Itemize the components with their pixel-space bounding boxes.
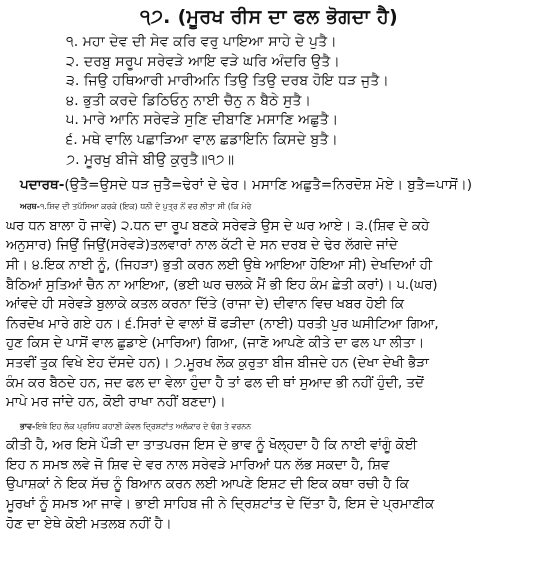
meaning-line: ਮਾਪੇ ਮਰ ਜਾਂਦੇ ਹਨ, ਕੋਈ ਰਾਖਾ ਨਹੀਂ ਬਣਦਾ)। — [6, 395, 226, 411]
verse-line: ੩. ਜਿਉ ਹਥਿਆਰੀ ਮਾਰੀਅਨਿ ਤਿਉ ਤਿਉ ਦਰਬ ਹੋਇ ਧੜ ਜੁਤੈ। — [66, 73, 389, 90]
section-title: ੧੭. (ਮੂਰਖ ਰੀਸ ਦਾ ਫਲ ਭੋਗਦਾ ਹੈ) — [139, 6, 399, 28]
verse-line: ੬. ਮਥੇ ਵਾਲਿ ਪਛਾੜਿਆ ਵਾਲ ਛਡਾਇਨਿ ਕਿਸਦੇ ਬੁਤੈ। — [66, 131, 338, 148]
word-meanings-label: ਪਦਾਰਥ- — [20, 177, 65, 194]
bhav-paragraph — [6, 417, 532, 535]
bhav-line: ਕੀਤੀ ਹੈ, ਅਰ ਇਸੇ ਪੌੜੀ ਦਾ ਤਾਤਪਰਜ ਇਸ ਦੇ ਭਾਵ ਨੂੰ ਖੋਲ੍ਹਦਾ ਹੈ ਕਿ ਨਾਈ ਵਾਂਗੂੰ ਕੋਈ — [6, 438, 417, 454]
verse-block — [66, 33, 532, 170]
meaning-line: ਹੁਣ ਕਿਸ ਦੇ ਪਾਸੋਂ ਵਾਲ ਛੁਡਾਏ (ਮਾਰਿਆ) ਗਿਆ, (ਜਾਣੋ ਆਪਣੇ ਕੀਤੇ ਦਾ ਫਲ ਪਾ ਲੀਤਾ। — [6, 336, 425, 352]
meaning-line: ਅਰਥ-੧.ਸ਼ਿਵ ਦੀ ਤਪੱਸਿਆ ਕਰਕੇ (ਇਕ) ਧਨੀ ਦੇ ਪੁਤ੍ਰ ਨੇਂ ਵਰ ਲੀਤਾ ਸੀ (ਕਿ ਮੇਰੇ — [20, 202, 252, 212]
meaning-line: ਸਤਵੀਂ ਤੁਕ ਵਿਖੇ ਏਹ ਦੱਸਦੇ ਹਨ)। ੭.ਮੂਰਖ ਲੋਕ ਕੁਰੁਤਾ ਬੀਜ ਬੀਜਦੇ ਹਨ (ਦੇਖਾ ਦੇਖੀ ਭੈੜਾ — [6, 355, 429, 371]
bhav-line: ਇਹ ਨ ਸਮਝ ਲਵੇ ਜੋ ਸ਼ਿਵ ਦੇ ਵਰ ਨਾਲ ਸਰੇਵੜੇ ਮਾਰਿਆਂ ਧਨ ਲੱਭ ਸਕਦਾ ਹੈ, ਸ਼ਿਵ — [6, 457, 390, 473]
meaning-line: ਬੈਠਿਆਂ ਸੁਤਿਆਂ ਚੈਨ ਨਾ ਆਇਆ, (ਭਈ ਘਰ ਚਲਕੇ ਮੈਂ ਭੀ ਇਹ ਕੰਮ ਛੇਤੀ ਕਰਾਂ)। ੫.(ਘਰ) — [6, 277, 438, 293]
word-meanings-text: (ਉਤੈ=ਉਸਦੇ ਧੜ ਜੁਤੈ=ਢੇਰਾਂ ਦੇ ਢੇਰ। ਮਸਾਣਿ ਅਛੁਤੈ=ਨਿਰਦੋਸ਼ ਮੋਏ। ਬੁਤੈ=ਪਾਸੋਂ।) — [64, 177, 473, 194]
verse-line: ੫. ਮਾਰੇ ਆਨਿ ਸਰੇਵੜੇ ਸੁਣਿ ਦੀਬਾਣਿ ਮਸਾਣਿ ਅਛੁਤੈ। — [66, 112, 339, 129]
verse-line: ੧. ਮਹਾ ਦੇਵ ਦੀ ਸੇਵ ਕਰਿ ਵਰੁ ਪਾਇਆ ਸਾਹੇ ਦੇ ਪੁਤੈ। — [66, 34, 337, 50]
meaning-line: ਘਰ ਧਨ ਬਾਲਾ ਹੋ ਜਾਵੇ) ੨.ਧਨ ਦਾ ਰੂਪ ਬਣਕੇ ਸਰੇਵੜੇ ਉਸ ਦੇ ਘਰ ਆਏ। ੩.(ਸ਼ਿਵ ਦੇ ਕਹੇ — [6, 218, 430, 234]
meaning-label: ਅਰਥ- — [20, 202, 40, 212]
meaning-line: ਸੀ। ੪.ਇਕ ਨਾਈ ਨੂੰ, (ਜਿਹੜਾ) ਭੁਤੀ ਕਰਨ ਲਈ ਉਥੇ ਆਇਆ ਹੋਇਆ ਸੀ) ਦੇਖਦਿਆਂ ਹੀ — [6, 257, 432, 273]
meaning-line: ਕੰਮ ਕਰ ਬੈਠਦੇ ਹਨ, ਜਦ ਫਲ ਦਾ ਵੇਲਾ ਹੁੰਦਾ ਹੈ ਤਾਂ ਫਲ ਦੀ ਥਾਂ ਸੁਆਦ ਭੀ ਨਹੀਂ ਹੁੰਦੀ, ਤਦੋਂ — [6, 375, 424, 391]
meaning-line: ਅਨੁਸਾਰ) ਜਿਉਂ ਜਿਉਂ(ਸਰੇਵੜੇ)ਤਲਵਾਰਾਂ ਨਾਲ ਕੱਟੀ ਦੇ ਸਨ ਦਰਬ ਦੇ ਢੇਰ ਲੱਗਦੇ ਜਾਂਦੇ — [6, 238, 398, 254]
bhav-line: ਹੋਣ ਦਾ ਏਥੇ ਕੋਈ ਮਤਲਬ ਨਹੀਂ ਹੈ। — [6, 516, 172, 532]
bhav-line: ਭਾਵ-ਇਥੇ ਇਹ ਲੋਕ ਪ੍ਰਸਿਧ ਕਹਾਣੀ ਕੇਵਲ ਦ੍ਰਿਸ਼ਟਾਂਤ ਅਲੰਕਾਰ ਦੇ ਢੰਗ ਤੇ ਵਰਨਨ — [20, 421, 252, 431]
word-meanings — [20, 175, 532, 195]
bhav-line: ਉਪਾਸ਼ਕਾਂ ਨੇ ਇਕ ਸੱਚ ਨੂੰ ਬਿਆਨ ਕਰਨ ਲਈ ਆਪਣੇ ਇਸ਼ਟ ਦੀ ਇਕ ਕਥਾ ਰਚੀ ਹੈ ਕਿ — [6, 477, 409, 493]
verse-line: ੭. ਮੂਰਖੁ ਬੀਜੇ ਬੀਉ ਕੁਰੁਤੈ॥੧੭॥ — [66, 151, 235, 168]
bhav-line: ਮੂਰਖਾਂ ਨੂੰ ਸਮਝ ਆ ਜਾਵੇ। ਭਾਈ ਸਾਹਿਬ ਜੀ ਨੇ ਦ੍ਰਿਸ਼ਟਾਂਤ ਦੇ ਦਿੱਤਾ ਹੈ, ਇਸ ਦੇ ਪ੍ਰਮਾਣੀਕ — [6, 497, 435, 513]
meaning-paragraph — [6, 197, 532, 413]
meaning-line: ਆਂਵਦੇ ਹੀ ਸਰੇਵੜੇ ਬੁਲਾਕੇ ਕਤਲ ਕਰਨਾ ਦਿੱਤੇ (ਰਾਜਾ ਦੇ) ਦੀਵਾਨ ਵਿਚ ਖਬਰ ਹੋਈ ਕਿ — [6, 297, 404, 313]
verse-line: ੪. ਭੁਤੀ ਕਰਦੇ ਡਿਠਿਓਨੁ ਨਾਈ ਚੈਨੁ ਨ ਬੈਠੇ ਸੁਤੈ। — [66, 92, 312, 109]
meaning-line: ਨਿਰਦੋਖ ਮਾਰੇ ਗਏ ਹਨ। ੬.ਸਿਰਾਂ ਦੇ ਵਾਲਾਂ ਥੋਂ ਫੜੀਦਾ (ਨਾਈ) ਧਰਤੀ ਪੁਰ ਘਸੀਟਿਆ ਗਿਆ, — [6, 316, 439, 332]
verse-line: ੨. ਦਰਬੁ ਸਰੂਪ ਸਰੇਵੜੇ ਆਇ ਵੜੇ ਘਰਿ ਅੰਦਰਿ ਉਤੈ। — [66, 53, 340, 70]
bhav-label: ਭਾਵ- — [20, 421, 36, 431]
